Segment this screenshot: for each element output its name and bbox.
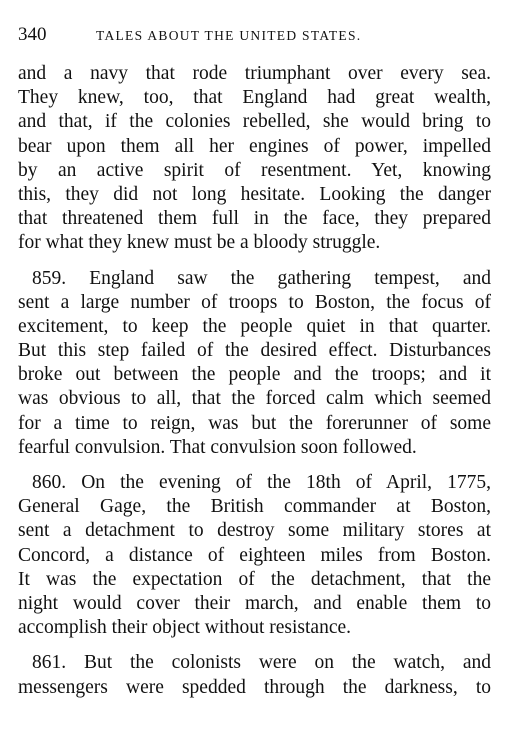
paragraph-860	[18, 471, 491, 640]
text-line: accomplish their object without resistance.	[18, 617, 352, 639]
text-line: for a time to reign, was but the forerunner of some	[18, 412, 491, 434]
text-line: by an active spirit of resentment. Yet, knowing	[18, 159, 491, 181]
text-line: 860. On the evening of the 18th of April, 1775,	[32, 472, 491, 493]
text-line: 861. But the colonists were on the watch, and	[32, 652, 491, 674]
text-line: that threatened them full in the face, they prepared	[18, 208, 491, 230]
paragraph-861	[18, 651, 491, 699]
text-line: Concord, a distance of eighteen miles from Boston.	[18, 544, 491, 566]
text-line: bear upon them all her engines of power, impelled	[18, 135, 491, 157]
text-line: for what they knew must be a bloody struggle.	[18, 232, 381, 254]
text-line: messengers were spedded through the darkness, to	[18, 676, 491, 698]
text-line: and that, if the colonies rebelled, she would bring to	[18, 111, 491, 133]
text-line: this, they did not long hesitate. Looking the danger	[18, 183, 491, 205]
text-line: excitement, to keep the people quiet in that quarter.	[18, 315, 491, 337]
text-line: was obvious to all, that the forced calm which seemed	[18, 388, 491, 410]
text-line: night would cover their march, and enable them to	[18, 592, 491, 614]
text-line: But this step failed of the desired effect. Disturbances	[18, 340, 491, 362]
running-title: TALES ABOUT THE UNITED STATES.	[96, 28, 362, 43]
running-head	[18, 24, 491, 54]
text-line: It was the expectation of the detachment, that the	[18, 568, 491, 590]
text-line: 859. England saw the gathering tempest, and	[32, 267, 491, 289]
paragraph-continuation	[18, 62, 491, 256]
text-line: They knew, too, that England had great wealth,	[18, 87, 491, 109]
text-line: fearful convulsion. That convulsion soon followed.	[18, 436, 417, 458]
text-line: General Gage, the British commander at Boston,	[18, 496, 491, 518]
text-line: and a navy that rode triumphant over every sea.	[18, 63, 491, 84]
page-number: 340	[18, 24, 47, 45]
paragraph-859	[18, 267, 491, 461]
text-line: broke out between the people and the troops; and it	[18, 364, 491, 386]
text-line: sent a large number of troops to Boston, the focus of	[18, 291, 491, 313]
text-line: sent a detachment to destroy some military stores at	[18, 520, 491, 542]
